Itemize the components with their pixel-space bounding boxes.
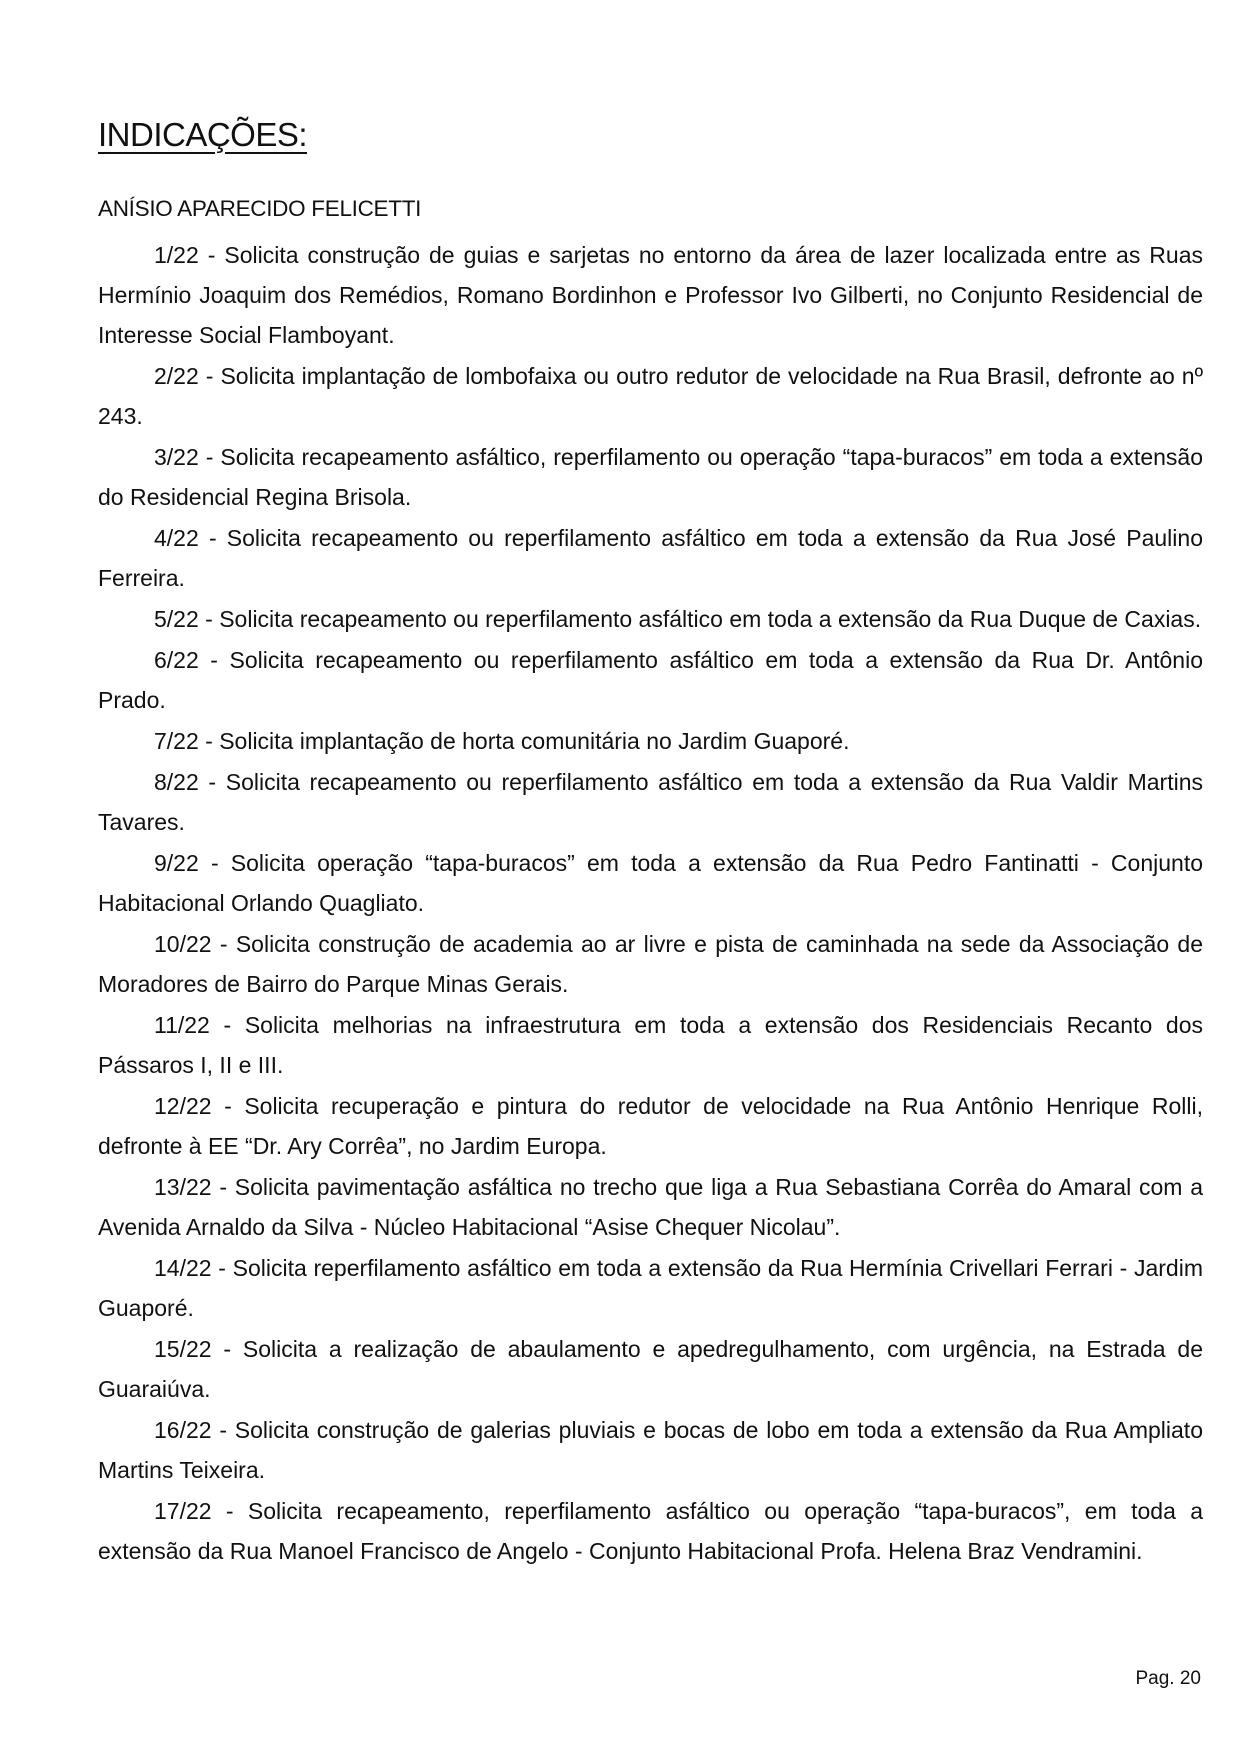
indication-text: - Solicita recapeamento ou reperfilamento asfáltico em toda a extensão da Rua José Paulino Ferreira. [98,525,1203,591]
indication-item [98,599,1203,639]
indication-item [98,1086,1203,1166]
indication-text: - Solicita pavimentação asfáltica no trecho que liga a Rua Sebastiana Corrêa do Amaral com a Avenida Arnaldo da Silva - Núcleo Habitacional “Asise Chequer Nicolau”. [98,1174,1203,1240]
indication-text: - Solicita implantação de lombofaixa ou outro redutor de velocidade na Rua Brasil, defronte ao nº 243. [98,363,1203,429]
indication-number: 7/22 [154,728,199,754]
indication-text: - Solicita recuperação e pintura do redutor de velocidade na Rua Antônio Henrique Rolli, defronte à EE “Dr. Ary Corrêa”, no Jardim Europa. [98,1093,1203,1159]
indication-item [98,721,1203,761]
indication-text: - Solicita construção de guias e sarjetas no entorno da área de lazer localizada entre as Ruas Hermínio Joaquim dos Remédios, Romano Bordinhon e Professor Ivo Gilberti, no Conjunto Residencial de Interesse Social Flamboyant. [98,242,1203,348]
indication-list [98,235,1203,1571]
indication-text: - Solicita operação “tapa-buracos” em toda a extensão da Rua Pedro Fantinatti - Conjunto Habitacional Orlando Quagliato. [98,850,1203,916]
author-name: ANÍSIO APARECIDO FELICETTI [98,196,422,221]
indication-item [98,437,1203,517]
indication-text: - Solicita recapeamento asfáltico, reperfilamento ou operação “tapa-buracos” em toda a extensão do Residencial Regina Brisola. [98,444,1203,510]
page-number: Pag. 20 [1135,1668,1201,1689]
indication-text: - Solicita construção de academia ao ar livre e pista de caminhada na sede da Associação de Moradores de Bairro do Parque Minas Gerais. [98,931,1203,997]
indication-number: 17/22 [154,1498,212,1524]
indication-item [98,1329,1203,1409]
indication-text: - Solicita implantação de horta comunitária no Jardim Guaporé. [198,728,850,754]
indication-item [98,1410,1203,1490]
indication-item [98,762,1203,842]
indication-number: 16/22 [154,1417,212,1443]
indication-number: 15/22 [154,1336,212,1362]
indication-number: 11/22 [154,1012,210,1038]
indication-text: - Solicita recapeamento ou reperfilamento asfáltico em toda a extensão da Rua Duque de Caxias. [198,606,1202,632]
indication-item [98,843,1203,923]
indication-number: 14/22 [154,1255,212,1281]
indication-number: 1/22 [154,242,199,268]
indication-text: - Solicita reperfilamento asfáltico em toda a extensão da Rua Hermínia Crivellari Ferrari - Jardim Guaporé. [98,1255,1203,1321]
indication-item [98,1167,1203,1247]
indication-item [98,1248,1203,1328]
indication-text: - Solicita a realização de abaulamento e apedregulhamento, com urgência, na Estrada de Guaraiúva. [98,1336,1203,1402]
indication-number: 5/22 [154,606,199,632]
indication-number: 2/22 [154,363,199,389]
indication-number: 10/22 [154,931,212,957]
indication-item [98,518,1203,598]
indication-number: 8/22 [154,769,199,795]
section-heading: INDICAÇÕES: [98,116,308,153]
indication-text: - Solicita recapeamento ou reperfilamento asfáltico em toda a extensão da Rua Dr. Antônio Prado. [98,647,1203,713]
indication-number: 6/22 [154,647,199,673]
indication-item [98,1005,1203,1085]
indication-item [98,640,1203,720]
indication-item [98,924,1203,1004]
indication-number: 3/22 [154,444,199,470]
indication-number: 12/22 [154,1093,212,1119]
indication-text: - Solicita construção de galerias pluviais e bocas de lobo em toda a extensão da Rua Ampliato Martins Teixeira. [98,1417,1203,1483]
indication-item [98,235,1203,355]
indication-number: 13/22 [154,1174,212,1200]
indication-text: - Solicita recapeamento ou reperfilamento asfáltico em toda a extensão da Rua Valdir Martins Tavares. [98,769,1203,835]
indication-item [98,1491,1203,1571]
indication-text: - Solicita recapeamento, reperfilamento asfáltico ou operação “tapa-buracos”, em toda a extensão da Rua Manoel Francisco de Angelo - Conjunto Habitacional Profa. Helena Braz Vendramini. [98,1498,1203,1564]
indication-item [98,356,1203,436]
indication-text: - Solicita melhorias na infraestrutura em toda a extensão dos Residenciais Recanto dos Pássaros I, II e III. [98,1012,1203,1078]
indication-number: 9/22 [154,850,199,876]
indication-number: 4/22 [154,525,199,551]
